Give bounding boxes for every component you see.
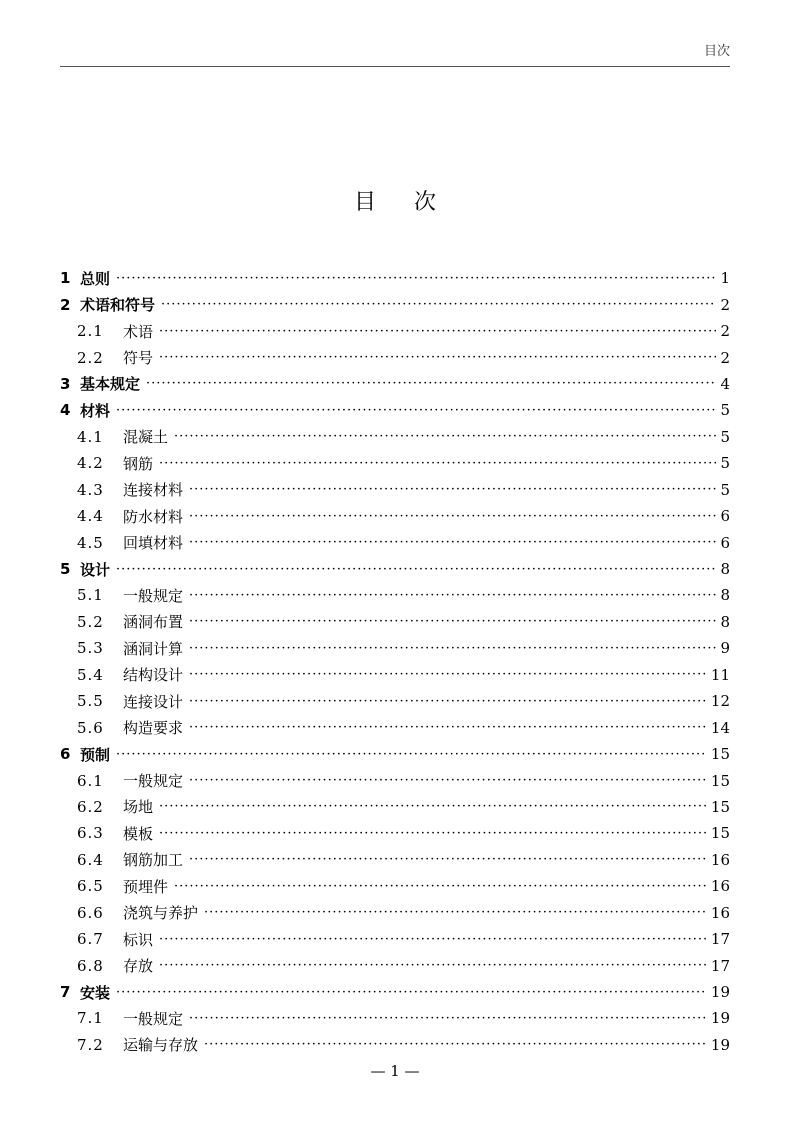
toc-entry-page: 17 bbox=[710, 930, 730, 949]
toc-dot-leader bbox=[189, 535, 716, 550]
toc-dot-leader bbox=[159, 456, 716, 471]
toc-entry-page: 17 bbox=[710, 956, 730, 975]
running-header: 目次 bbox=[703, 44, 730, 59]
toc-entry[interactable] bbox=[60, 1005, 730, 1031]
toc-entry-title: 标识 bbox=[123, 930, 154, 949]
toc-dot-leader bbox=[204, 1037, 707, 1052]
toc-entry-number: 5.4 bbox=[77, 665, 104, 684]
toc-entry-number: 1 bbox=[60, 269, 71, 288]
toc-entry-title: 浇筑与养护 bbox=[123, 904, 199, 923]
toc-entry-title: 一般规定 bbox=[123, 772, 184, 791]
toc-dot-leader bbox=[189, 641, 716, 656]
toc-dot-leader bbox=[116, 271, 716, 286]
page-number: — 1 — bbox=[370, 1062, 420, 1080]
toc-dot-leader bbox=[161, 297, 716, 312]
toc-entry-number: 6.3 bbox=[77, 824, 104, 843]
toc-entry-page: 8 bbox=[720, 586, 730, 605]
toc-entry[interactable] bbox=[60, 1032, 730, 1058]
toc-entry-number: 6.4 bbox=[77, 850, 104, 869]
toc-entry-number: 4.1 bbox=[77, 427, 104, 446]
toc-entry-title: 钢筋加工 bbox=[123, 851, 184, 870]
toc-entry[interactable] bbox=[60, 873, 730, 899]
toc-dot-leader bbox=[159, 958, 707, 973]
header-rule bbox=[60, 66, 730, 67]
toc-entry-page: 5 bbox=[720, 401, 730, 420]
toc-entry-number: 6.5 bbox=[77, 877, 104, 896]
toc-dot-leader bbox=[116, 562, 716, 577]
toc-entry-page: 6 bbox=[720, 533, 730, 552]
toc-entry-page: 2 bbox=[720, 322, 730, 341]
toc-entry[interactable] bbox=[60, 344, 730, 370]
toc-entry-title: 术语和符号 bbox=[80, 296, 156, 315]
toc-dot-leader bbox=[174, 879, 707, 894]
toc-entry[interactable] bbox=[60, 318, 730, 344]
toc-entry[interactable] bbox=[60, 767, 730, 793]
toc-entry-title: 运输与存放 bbox=[123, 1036, 199, 1055]
toc-entry-title: 模板 bbox=[123, 824, 154, 843]
toc-entry[interactable] bbox=[60, 503, 730, 529]
toc-dot-leader bbox=[159, 799, 707, 814]
toc-entry-page: 16 bbox=[710, 903, 730, 922]
toc-entry-number: 4.5 bbox=[77, 533, 104, 552]
toc-entry-title: 符号 bbox=[123, 349, 154, 368]
toc-entry[interactable] bbox=[60, 820, 730, 846]
toc-dot-leader bbox=[189, 720, 707, 735]
toc-entry-title: 基本规定 bbox=[80, 375, 141, 394]
toc-entry-title: 总则 bbox=[80, 269, 111, 288]
toc-entry[interactable] bbox=[60, 926, 730, 952]
toc-entry-page: 4 bbox=[720, 374, 730, 393]
toc-entry-number: 4.4 bbox=[77, 507, 104, 526]
toc-entry[interactable] bbox=[60, 662, 730, 688]
toc-entry-number: 7.1 bbox=[77, 1009, 104, 1028]
toc-entry-title: 安装 bbox=[80, 983, 111, 1002]
toc-entry-number: 5.2 bbox=[77, 612, 104, 631]
toc-dot-leader bbox=[189, 588, 716, 603]
toc-entry-number: 3 bbox=[60, 374, 71, 393]
toc-entry[interactable] bbox=[60, 450, 730, 476]
toc-entry-page: 9 bbox=[720, 639, 730, 658]
toc-entry-page: 15 bbox=[710, 745, 730, 764]
toc-entry-title: 涵洞计算 bbox=[123, 639, 184, 658]
toc-dot-leader bbox=[189, 773, 707, 788]
toc-dot-leader bbox=[159, 350, 716, 365]
toc-dot-leader bbox=[189, 667, 707, 682]
toc-entry-number: 6.6 bbox=[77, 903, 104, 922]
toc-entry-page: 5 bbox=[720, 454, 730, 473]
toc-entry[interactable] bbox=[60, 635, 730, 661]
toc-entry[interactable] bbox=[60, 847, 730, 873]
toc-dot-leader bbox=[116, 747, 707, 762]
toc-entry-page: 15 bbox=[710, 824, 730, 843]
toc-entry[interactable] bbox=[60, 979, 730, 1005]
toc-entry-number: 5.1 bbox=[77, 586, 104, 605]
toc-entry-page: 15 bbox=[710, 771, 730, 790]
toc-entry-title: 构造要求 bbox=[123, 719, 184, 738]
toc-dot-leader bbox=[116, 985, 707, 1000]
toc-entry[interactable] bbox=[60, 794, 730, 820]
toc-entry-title: 场地 bbox=[123, 798, 154, 817]
toc-entry-number: 2.1 bbox=[77, 322, 104, 341]
toc-entry-page: 6 bbox=[720, 507, 730, 526]
toc-entry[interactable] bbox=[60, 952, 730, 978]
toc-entry-number: 4 bbox=[60, 401, 71, 420]
toc-entry-title: 结构设计 bbox=[123, 666, 184, 685]
toc-entry[interactable] bbox=[60, 714, 730, 740]
toc-dot-leader bbox=[116, 403, 716, 418]
toc-dot-leader bbox=[174, 429, 716, 444]
toc-entry-number: 6.1 bbox=[77, 771, 104, 790]
toc-entry[interactable] bbox=[60, 291, 730, 317]
toc-dot-leader bbox=[159, 932, 707, 947]
toc-entry-title: 一般规定 bbox=[123, 1009, 184, 1028]
toc-entry-page: 16 bbox=[710, 877, 730, 896]
toc-entry-number: 6 bbox=[60, 745, 71, 764]
toc-entry[interactable] bbox=[60, 397, 730, 423]
toc-entry-page: 1 bbox=[720, 269, 730, 288]
toc-entry-number: 6.8 bbox=[77, 956, 104, 975]
toc-entry-page: 8 bbox=[720, 612, 730, 631]
toc-entry-number: 2.2 bbox=[77, 348, 104, 367]
toc-dot-leader bbox=[189, 852, 707, 867]
toc-entry-title: 连接设计 bbox=[123, 692, 184, 711]
toc-entry[interactable] bbox=[60, 477, 730, 503]
toc-entry-number: 7 bbox=[60, 983, 71, 1002]
toc-dot-leader bbox=[189, 614, 716, 629]
page-title: 目次 bbox=[353, 190, 474, 215]
toc-entry[interactable] bbox=[60, 371, 730, 397]
toc-entry-title: 材料 bbox=[80, 401, 111, 420]
toc-entry-title: 预制 bbox=[80, 745, 111, 764]
toc-entry-page: 11 bbox=[710, 665, 730, 684]
toc-dot-leader bbox=[204, 905, 707, 920]
toc-entry-title: 涵洞布置 bbox=[123, 613, 184, 632]
toc-entry-page: 12 bbox=[710, 692, 730, 711]
toc-entry-title: 术语 bbox=[123, 322, 154, 341]
toc-entry-title: 预埋件 bbox=[123, 877, 169, 896]
toc-entry-title: 混凝土 bbox=[123, 428, 169, 447]
toc-entry-page: 15 bbox=[710, 797, 730, 816]
toc-entry-page: 8 bbox=[720, 560, 730, 579]
toc-entry-page: 14 bbox=[710, 718, 730, 737]
toc-dot-leader bbox=[189, 694, 707, 709]
toc-entry-page: 5 bbox=[720, 427, 730, 446]
toc-dot-leader bbox=[189, 1011, 707, 1026]
toc-entry-number: 5.6 bbox=[77, 718, 104, 737]
toc-entry[interactable] bbox=[60, 582, 730, 608]
toc-entry-title: 连接材料 bbox=[123, 481, 184, 500]
toc-entry-title: 钢筋 bbox=[123, 454, 154, 473]
toc-entry[interactable] bbox=[60, 424, 730, 450]
toc-entry-page: 2 bbox=[720, 348, 730, 367]
toc-entry-number: 6.7 bbox=[77, 930, 104, 949]
toc-entry-page: 16 bbox=[710, 850, 730, 869]
toc-entry-page: 5 bbox=[720, 480, 730, 499]
toc-entry-number: 4.2 bbox=[77, 454, 104, 473]
toc-entry[interactable] bbox=[60, 900, 730, 926]
toc-entry-number: 6.2 bbox=[77, 797, 104, 816]
toc-entry-title: 一般规定 bbox=[123, 586, 184, 605]
toc-dot-leader bbox=[159, 826, 707, 841]
toc-dot-leader bbox=[189, 509, 716, 524]
toc-entry-number: 5.3 bbox=[77, 639, 104, 658]
toc-entry-number: 5.5 bbox=[77, 692, 104, 711]
toc-entry-page: 19 bbox=[710, 1035, 730, 1054]
toc-entry[interactable] bbox=[60, 529, 730, 555]
toc-entry-title: 存放 bbox=[123, 957, 154, 976]
toc-entry-page: 19 bbox=[710, 983, 730, 1002]
toc-entry-title: 回填材料 bbox=[123, 534, 184, 553]
toc-entry[interactable] bbox=[60, 688, 730, 714]
toc-entry[interactable] bbox=[60, 265, 730, 291]
toc-entry-number: 5 bbox=[60, 560, 71, 579]
toc-entry-number: 2 bbox=[60, 295, 71, 314]
toc-entry-page: 19 bbox=[710, 1009, 730, 1028]
toc-entry-page: 2 bbox=[720, 295, 730, 314]
toc-dot-leader bbox=[146, 376, 716, 391]
toc-entry[interactable] bbox=[60, 609, 730, 635]
toc-entry[interactable] bbox=[60, 741, 730, 767]
toc-dot-leader bbox=[159, 324, 716, 339]
toc-entry-title: 防水材料 bbox=[123, 507, 184, 526]
toc-entry-number: 7.2 bbox=[77, 1035, 104, 1054]
toc-entry[interactable] bbox=[60, 556, 730, 582]
table-of-contents bbox=[60, 265, 730, 1058]
toc-entry-title: 设计 bbox=[80, 560, 111, 579]
toc-dot-leader bbox=[189, 482, 716, 497]
toc-entry-number: 4.3 bbox=[77, 480, 104, 499]
